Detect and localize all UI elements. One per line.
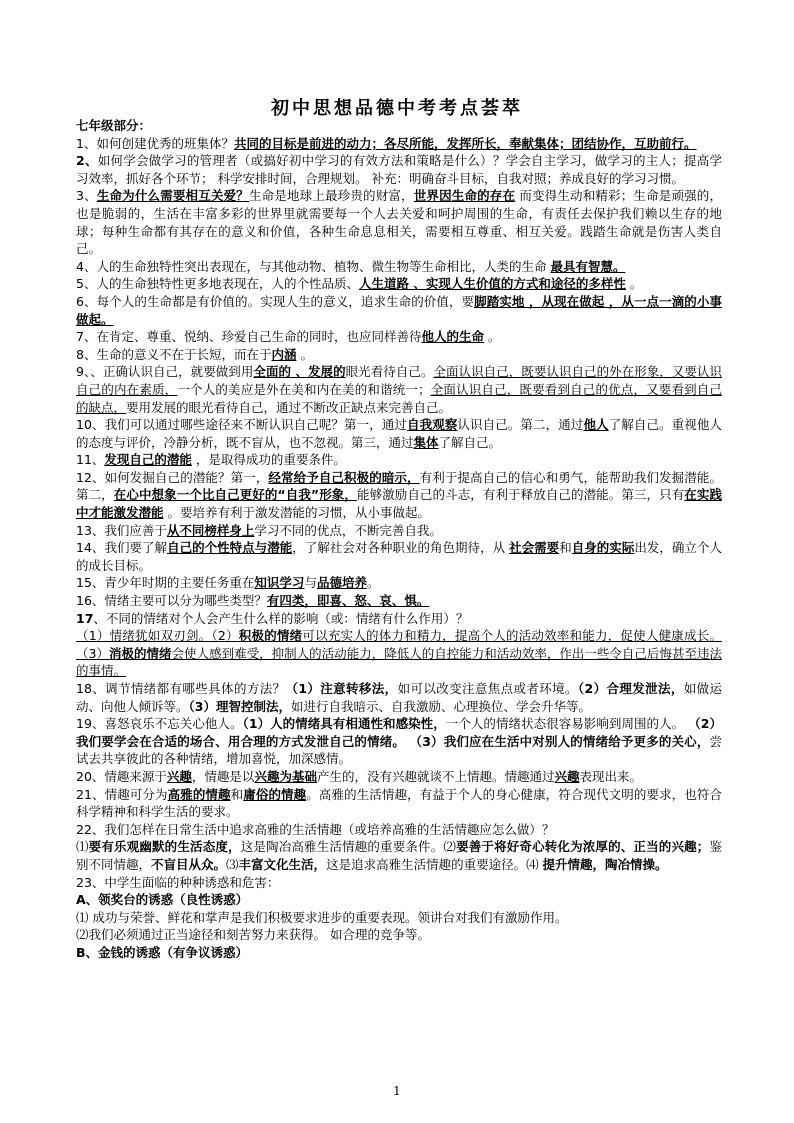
text-run: 6、每个人的生命都是有价值的。实现人生的意义，追求生命的价值，要 <box>76 293 475 309</box>
text-run: 有四类，即喜、怒、哀、惧。 <box>266 593 430 609</box>
document-body <box>76 117 722 962</box>
text-run: 。 <box>296 346 313 362</box>
paragraph <box>76 610 722 628</box>
text-run: 18、调节情绪都有哪些具体的方法？ <box>76 681 286 696</box>
text-run: 可以充实人的体力和精力，提高个人的活动效率和能力，促使人健康成长。（3） <box>76 628 722 661</box>
text-run: 了解自己。 <box>438 434 502 450</box>
text-run: 世界因生命的存在 <box>413 188 516 204</box>
text-run: 11、 <box>76 452 105 468</box>
text-run: 生命为什么需要相互关爱？ <box>96 188 249 204</box>
text-run: 15、青少年时期的主要任务重在 <box>76 575 255 591</box>
paragraph <box>76 786 722 821</box>
text-run: 产生的，没有兴趣就谈不上情趣。情趣通过 <box>316 768 555 784</box>
section-label: 七年级部分： <box>76 118 152 133</box>
paragraph <box>76 838 722 873</box>
text-run: 不盲目从众。 <box>151 856 227 872</box>
text-run: 尝试去共享彼此的各种情绪，增加喜悦，加深感情。 <box>76 733 722 767</box>
text-run: A、领奖台的诱惑（良性诱惑） <box>76 892 249 908</box>
paragraph <box>76 258 722 276</box>
text-run: 自己的个性特点与潜能 <box>167 540 293 556</box>
text-run: 1、如何创建优秀的班集体？ <box>76 135 234 151</box>
text-run: 和 <box>230 786 244 802</box>
text-run: 要善于将好奇心转化为浓厚的、正当的兴趣； <box>456 839 710 855</box>
text-run: 一个人的情绪状态很容易影响到周围的人。 <box>445 716 689 732</box>
paragraph <box>76 135 722 153</box>
text-run: ⑶ <box>226 856 239 872</box>
paragraph <box>76 574 722 592</box>
text-run: 能够激励自己的斗志，有利于释放自己的潜能。第三，只有 <box>356 487 685 503</box>
text-run: （1）情绪犹如双刃剑。（2） <box>76 628 239 644</box>
text-run: 从不同榜样身上 <box>166 522 255 538</box>
text-run: 眼光看待自己。 <box>345 364 434 380</box>
text-run: 5、人的生命独特性更多地表现在，人的个性品质、 <box>76 276 359 292</box>
page-title: 初中思想品德中考考点荟萃 <box>271 98 523 119</box>
paragraph <box>76 293 722 328</box>
text-run: 全面的 、发展的 <box>253 364 346 380</box>
paragraph <box>76 874 722 892</box>
text-run: 这是追求高雅生活情趣的重要途径。⑷ <box>326 856 543 872</box>
text-run: 共同的目标是前进的动力；各尽所能，发挥所长，奉献集体；团结协作，互助前行。 <box>233 135 697 151</box>
text-run: 全面认识自己，既要看到自己的优点，又要看到自己的缺点， <box>76 381 722 415</box>
paragraph <box>76 680 722 715</box>
paragraph <box>76 539 722 574</box>
text-run: 一个人的美应是外在美和内在美的和谐统一； <box>177 381 431 397</box>
text-run: 丰富文化生活， <box>238 856 327 872</box>
text-run: 经常给予自己积极的暗示， <box>268 469 420 485</box>
text-run: 全面认识自己，既要认识自己的外在形象，又要认识自己的内在素质， <box>76 364 722 397</box>
paragraph <box>76 944 722 962</box>
text-run: 要用发展的眼光看待自己，通过不断改正缺点来完善自己。 <box>126 399 452 415</box>
text-run: 学习不同的优点，不断完善自我。 <box>254 522 442 538</box>
text-run: 22、我们怎样在日常生活中追求高雅的生活情趣（或培养高雅的生活情趣应怎么做）？ <box>76 821 555 837</box>
text-run: 有利于提高自己的信心和勇气，能帮助我们发掘潜能。第二， <box>76 469 722 503</box>
text-run: 要有乐观幽默的生活态度， <box>88 839 241 855</box>
text-run: 。高雅的生活情趣，有益于个人的身心健康，符合现代文明的要求，也符合科学精神和科学生活的要求。 <box>76 786 722 820</box>
text-run: 如可以改变注意焦点或者环境。 <box>397 681 578 696</box>
text-run: ⑴ <box>76 839 89 855</box>
text-run: 出发，确立个人的成长目标。 <box>76 540 722 573</box>
text-run: （1）注意转移法， <box>285 681 398 696</box>
text-run: （1）人的情绪具有相通性和感染性， <box>242 716 446 732</box>
text-run: 14、我们要了解 <box>76 540 168 556</box>
paragraph <box>76 522 722 540</box>
paragraph <box>76 891 722 909</box>
text-run: 自身的实际 <box>571 540 635 556</box>
text-run: 认识自己。第二，通过 <box>457 417 584 433</box>
paragraph <box>76 187 722 257</box>
text-run: 脚踏实地 ，从现在做起 ，从一点一滴的小事做起。 <box>76 293 722 327</box>
text-run: ，了解社会对各种职业的角色期待，从 <box>292 540 510 556</box>
text-run: 9、、正确认识自己，就要做到用 <box>76 364 254 380</box>
paragraph <box>76 346 722 364</box>
paragraph <box>76 715 722 768</box>
text-run: 。 <box>483 329 501 345</box>
page-number: 1 <box>393 1084 401 1098</box>
paragraph <box>76 926 722 944</box>
paragraph <box>76 416 722 451</box>
text-run: 17 <box>76 610 94 626</box>
text-run: 积极的情绪 <box>238 628 303 644</box>
text-run: 23、中学生面临的种种诱惑和危害： <box>76 874 280 890</box>
text-run: 19、喜怒哀乐不忘关心他人。 <box>76 716 243 732</box>
text-run: 。要培养有利于激发潜能的习惯，从小事做起。 <box>163 505 430 521</box>
text-run: 生命是地球上最珍贵的财富， <box>248 188 414 204</box>
text-run: 社会需要 <box>509 540 560 556</box>
text-run: 了解自己。重视他人的态度与评价，冷静分析，既不盲从，也不忽视。第三，通过 <box>76 417 722 450</box>
text-run: ，是取得成功的重要条件。 <box>191 452 346 468</box>
text-run: 最具有智慧。 <box>550 258 626 274</box>
text-run: 如进行自我暗示、自我激励、心理换位、学会升华等。 <box>290 698 591 714</box>
text-run: 发现自己的潜能 <box>104 452 192 468</box>
paragraph <box>76 469 722 522</box>
text-run: 21、情趣可分为 <box>76 786 168 802</box>
text-run: 鉴别不同情趣， <box>76 839 722 872</box>
text-run: 兴趣 <box>554 768 580 784</box>
text-run: 内涵 <box>271 346 297 362</box>
text-run: （2）合理发泄法， <box>577 681 684 696</box>
text-run: 20、情趣来源于 <box>76 768 167 784</box>
text-run: 他人的生命 <box>421 329 484 345</box>
text-run: 3、 <box>76 188 97 204</box>
text-run: 在心中想象一个比自己更好的“自我”形象， <box>113 487 357 503</box>
text-run: 7、在肯定、尊重、悦纳、珍爱自己生命的同时，也应同样善待 <box>76 329 422 345</box>
text-run: 16、情绪主要可以分为哪些类型？ <box>76 593 267 609</box>
text-run: 集体 <box>413 434 439 450</box>
text-run: 4、人的生命独特性突出表现在，与其他动物、植物、微生物等生命相比，人类的生命 <box>76 258 551 274</box>
text-run: 12、如何发掘自己的潜能？第一， <box>76 469 269 485</box>
paragraph <box>76 909 722 927</box>
paragraph <box>76 768 722 786</box>
text-run: 而变得生动和精彩；生命是顽强的，也是脆弱的，生活在丰富多彩的世界里就需要每一个人去关爱和呵护周围的生命，有责任去保护我们赖以生存的地球；每种生命都有其存在的意义和价值，各种生命息息相关，需要相互尊重、相互关爱。践踏生命就是伤害人类自己。 <box>76 188 722 257</box>
text-run: 人生道路 、实现人生价值的方式和途径的多样性 <box>358 276 626 292</box>
paragraph <box>76 275 722 293</box>
text-run: ⑵我们必须通过正当途径和刻苦努力来获得。 如合理的竞争等。 <box>76 927 430 943</box>
text-run: （2）我们要学会在合适的场合、用合理的方式发泄自己的情绪。 （3）我们应在生活中对别人的情绪给予更多的关心， <box>76 716 722 749</box>
text-run: 他人 <box>583 417 609 433</box>
paragraph <box>76 152 722 187</box>
text-run: 在实践中才能激发潜能 <box>76 487 722 521</box>
text-run: 10、我们可以通过哪些途径来不断认识自己呢？第一，通过 <box>76 417 408 433</box>
text-run: 自我观察 <box>407 417 458 433</box>
text-run: 会使人感到难受，抑制人的活动能力，降低人的自控能力和活动效率，作出一些令自己后悔甚至违法的事情。 <box>76 645 722 679</box>
text-run: B、金钱的诱惑（有争议诱惑） <box>76 944 249 960</box>
paragraph <box>76 451 722 469</box>
text-run: 知识学习 <box>254 575 305 591</box>
text-run: 这是陶冶高雅生活情趣的重要条件。⑵ <box>240 839 457 855</box>
text-run: 表现出来。 <box>579 768 642 784</box>
text-run: 、不同的情绪对个人会产生什么样的影响（或：情绪有什么作用）？ <box>93 610 469 626</box>
text-run: 。 <box>366 575 380 591</box>
text-run: ，情趣是以 <box>191 768 255 784</box>
paragraph-list <box>76 135 722 962</box>
text-run: 与 <box>304 575 317 591</box>
paragraph <box>76 821 722 839</box>
text-run: 。 <box>625 276 643 292</box>
text-run: 8、生命的意义不在于长短，而在于 <box>76 346 272 362</box>
paragraph <box>76 592 722 610</box>
text-run: 兴趣为基础 <box>254 768 317 784</box>
text-run: 消极的情绪 <box>108 645 172 661</box>
text-run: ⑴ 成功与荣誉、鲜花和掌声是我们积极要求进步的重要表现。领讲台对我们有激励作用。 <box>76 909 568 925</box>
text-run: 13、我们应善于 <box>76 522 167 538</box>
paragraph <box>76 627 722 680</box>
text-run: 提升情趣，陶冶情操。 <box>542 856 668 872</box>
text-run: 兴趣 <box>166 768 192 784</box>
text-run: （3）理智控制法， <box>188 698 291 714</box>
text-run: 品德培养 <box>316 575 367 591</box>
text-run: 高雅的情趣 <box>167 786 231 802</box>
paragraph <box>76 328 722 346</box>
text-run: 庸俗的情趣 <box>243 786 307 802</box>
text-run: 和 <box>559 540 572 556</box>
paragraph <box>76 363 722 416</box>
text-run: 2、 <box>76 153 98 169</box>
text-run: 如做运动、向他人倾诉等。 <box>76 681 722 714</box>
text-run: 如何学会做学习的管理者（或搞好初中学习的有效方法和策略是什么）？学会自主学习，做学习的主人；提高学习效率，抓好各个环节； 科学安排时间，合理规划。 补充：明确奋斗目标，自我对照；养成良好的学习习惯。 <box>76 153 722 186</box>
